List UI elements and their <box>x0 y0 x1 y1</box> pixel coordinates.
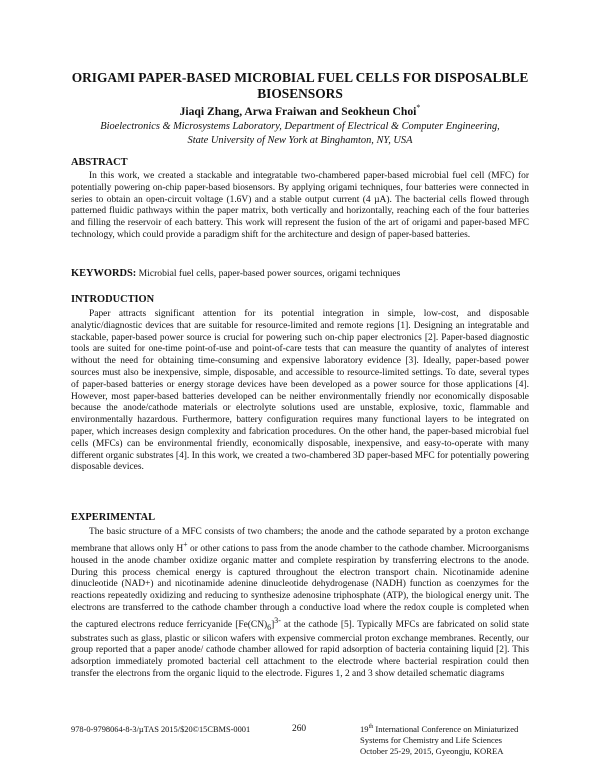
author-names: Jiaqi Zhang, Arwa Fraiwan and Seokheun Choi <box>179 104 417 118</box>
introduction-text: Paper attracts significant attention for its potential integration in simple, low-cost, and disposable analytic/diagnostic devices that are suitable for resource-limited and remote regions [1]. Designing an integratable and stackable, paper-based power source is crucial for powering such on-chip paper electronics [2]. Paper-based diagnostic tools are suited for one-time point-of-use and point-of-care tests that can measure the quantity of analytes of interest without the need for obtaining time-consuming and expensive laboratory evidence [3]. Ideally, paper-based power sources must also be inexpensive, simple, disposable, and accessible to resource-limited settings. To date, several types of paper-based batteries or energy storage devices have been developed as a power source for those applications [4]. However, most paper-based batteries developed can be neither environmentally friendly nor economically disposable because the anode/cathode materials or electrolyte solutions used are unstable, explosive, toxic, flammable and environmentally hazardous. Furthermore, battery configuration requires many functional layers to be integrated on paper, which increases design complexity and fabrication procedures. On the other hand, the paper-based microbial fuel cells (MFCs) can be environmental friendly, economically disposable, inexpensive, and easy-to-operate with many different organic substrates [4]. In this work, we created a two-chambered 3D paper-based MFC for potentially powering disposable devices. <box>71 309 529 473</box>
conference-ordinal: th <box>368 724 374 730</box>
abstract-heading: ABSTRACT <box>71 157 128 168</box>
footer-page-number: 260 <box>292 724 307 734</box>
footer-isbn: 978-0-9798064-8-3/µTAS 2015/$20©15CBMS-0001 <box>71 725 251 734</box>
affiliation-line-1: Bioelectronics & Microsystems Laboratory, Department of Electrical & Computer Engineering, <box>100 121 500 132</box>
experimental-text: The basic structure of a MFC consists of two chambers; the anode and the cathode separated by a proton exchange membrane that allows only H+ or other cations to pass from the anode chamber to the cathode chamber. Microorganisms housed in the anode chamber oxidize organic matter and complete respiration by transferring electrons to the anode. During this process chemical energy is captured throughout the electron transport chain. Nicotinamide adenine dinucleotide (NAD+) and nicotinamide adenine dinucleotide dehydrogenase (NADH) function as coenzymes for the reactions repeatedly oxidizing and reducing to synthesize adenosine triphosphate (ATP), the biological energy unit. The electrons are transferred to the cathode chamber through a conductive load where the redox couple is completed when the captured electrons reduce ferricyanide $[Fe(CN)_6]^{3-}$ at the cathode [5]. Typically MFCs are fabricated on solid state substrates such as glass, plastic or silicon wafers with expensive commercial proton exchange membranes. Recently, our group reported that a paper anode/ cathode chamber allowed for rapid adsorption of bacteria containing liquid [2]. This adsorption immediately promoted bacterial cell attachment to the electrode where bacterial respiration could then transfer the electrons from the organic liquid to the electrode. Figures 1, 2 and 3 show detailed schematic diagrams <box>71 527 529 679</box>
keywords-text: Microbial fuel cells, paper-based power sources, origami techniques <box>138 268 401 279</box>
conference-line-2: Systems for Chemistry and Life Sciences <box>360 734 503 745</box>
experimental-text-part-2: or other cations to pass from the anode chamber to the cathode chamber. Microorganisms housed in the anode chamber oxidize organic matter and complete respiration by transferring electrons to the anode. During this process chemical energy is captured throughout the electron transport chain. Nicotinamide adenine dinucleotide (NAD+) and nicotinamide adenine dinucleotide dehydrogenase (NADH) function as coenzymes for the reactions repeatedly oxidizing and reducing to synthesize adenosine triphosphate (ATP), the biological energy unit. The electrons are transferred to the cathode chamber through a conductive load where the redox couple is completed when the captured electrons reduce ferricyanide [Fe(CN) <box>71 543 529 630</box>
conference-number: 19 <box>360 723 369 734</box>
experimental-heading: EXPERIMENTAL <box>71 512 156 523</box>
paper-title: ORIGAMI PAPER-BASED MICROBIAL FUEL CELLS FOR DISPOSALBLE BIOSENSORS <box>71 70 529 101</box>
keywords-label: KEYWORDS: <box>71 268 137 279</box>
author-list <box>60 103 540 118</box>
affiliation <box>60 120 540 148</box>
corresponding-author-mark: * <box>416 103 421 112</box>
ferricyanide-subscript: 6 <box>267 622 272 632</box>
footer-conference <box>360 722 540 757</box>
ferricyanide-charge: 3- <box>274 615 281 625</box>
affiliation-line-2: State University of New York at Binghamton, NY, USA <box>187 135 413 146</box>
abstract-text: In this work, we created a stackable and integratable two-chambered paper-based microbial fuel cell (MFC) for potentially powering on-chip paper-based biosensors. By applying origami techniques, four batteries were connected in series to obtain an open-circuit voltage (1.6V) and a stable output current (4 µA). The bacterial cells flowed through patterned fluidic pathways within the paper matrix, both vertically and horizontally, reaching each of the four batteries and filling the reservoir of each battery. This work will represent the fusion of the art of origami and paper-based MFC technology, which could provide a paradigm shift for the architecture and design of paper-based batteries. <box>71 171 529 240</box>
conference-name-1: International Conference on Miniaturized <box>373 723 519 734</box>
keywords <box>71 268 529 280</box>
conference-line-1 <box>360 722 540 735</box>
proton-superscript: + <box>183 539 188 549</box>
conference-line-3: October 25-29, 2015, Gyeongju, KOREA <box>360 745 504 756</box>
introduction-heading: INTRODUCTION <box>71 294 155 305</box>
experimental-text-part-3: at the cathode [5]. Typically MFCs are fabricated on solid state substrates such as glass, plastic or silicon wafers with expensive commercial proton exchange membranes. Recently, our group reported that a paper anode/ cathode chamber allowed for rapid adsorption of bacteria containing liquid [2]. This adsorption immediately promoted bacterial cell attachment to the electrode where bacterial respiration could then transfer the electrons from the organic liquid to the electrode. Figures 1, 2 and 3 show detailed schematic diagrams <box>71 619 529 679</box>
experimental-text-part-1: The basic structure of a MFC consists of two chambers; the anode and the cathode separated by a proton exchange membrane that allows only H <box>71 527 529 554</box>
